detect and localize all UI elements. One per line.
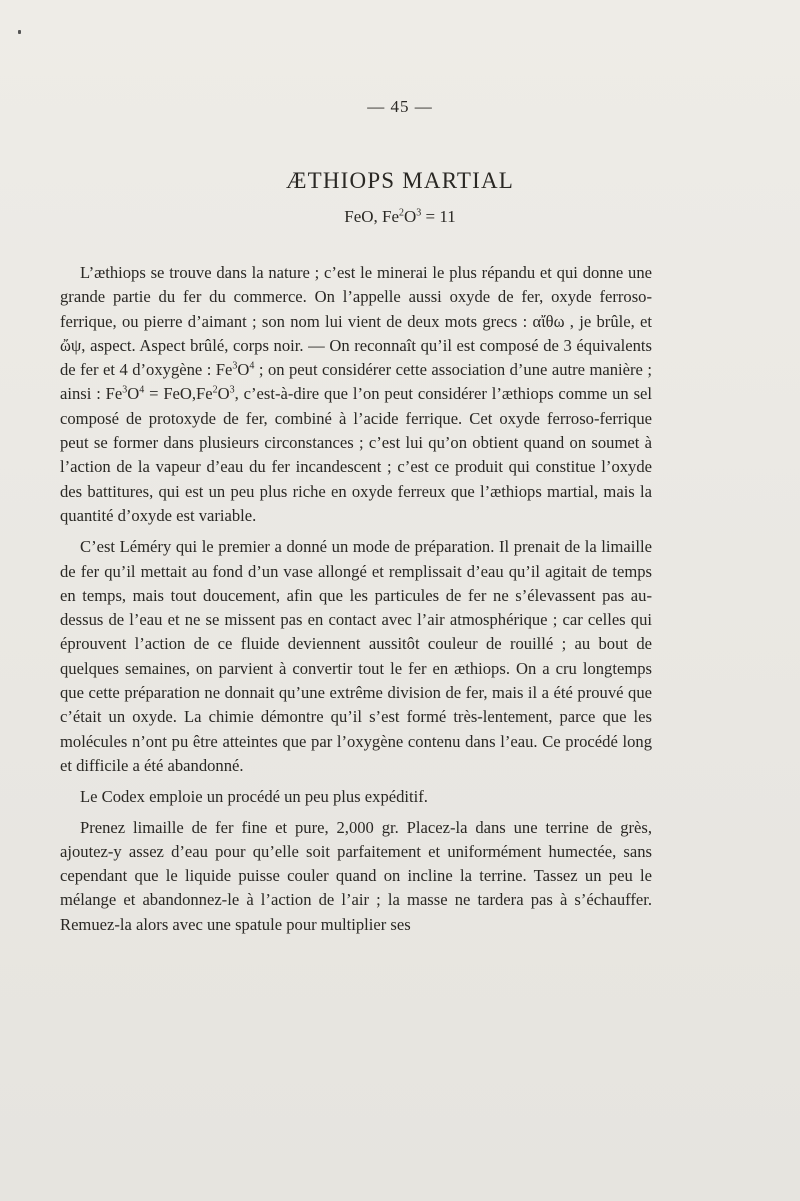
text-run: = FeO,Fe [144,384,213,404]
chemical-formula [0,207,800,227]
formula-part: = 11 [421,207,456,226]
paragraph-3: Le Codex emploie un procédé un peu plus expéditif. [80,787,428,807]
paragraph-2: C’est Léméry qui le premier a donné un mode de préparation. Il prenait de la limaille de fer qu’il mettait au fond d’un vase allongé et remplissait d’eau qu’il agitait de temps en temps, mais tout doucement, afin que les particules de fer ne s’élevassent pas au-dessus de l’eau et ne se missent pas en contact avec l’air atmosphérique ; car celles qui éprouvent l’action de ce fluide deviennent aussitôt couleur de rouillé ; au bout de quelques semaines, on parvient à convertir tout le fer en æthiops. On a cru longtemps que cette préparation ne donnait qu’une extrême division de fer, mais il a été prouvé que c’était un oxyde. La chimie démontre qu’il s’est formé très-lentement, parce que les molécules n’ont pu être atteintes que par l’oxygène contenu dans l’eau. Ce procédé long et difficile a été abandonné. [60,537,652,775]
formula-subscript: 4 [249,360,255,372]
text-run: ; on peut considérer cette association d’une autre manière ; ainsi : Fe [60,360,652,404]
paragraph-4: Prenez limaille de fer fine et pure, 2,000 gr. Placez-la dans une terrine de grès, ajoutez-y assez d’eau pour qu’elle soit parfaitement et uniformément humectée, sans cependant que le liquide puisse couler quand on incline la terrine. Tassez un peu le mélange et abandonnez-le à l’action de l’air ; la masse ne tardera pas à s’échauffer. Remuez-la alors avec une spatule pour multiplier ses [60,817,652,934]
text-run: O [127,384,140,404]
text-run: L’æthiops se trouve dans la nature ; c’est le minerai le plus répandu et qui donne une grande partie du fer du commerce. On l’appelle aussi oxyde de fer, oxyde ferroso-ferrique, ou pierre d’aimant ; son nom lui vient de deux mots grecs : αἴθω , je brûle, et ὤψ, aspect. Aspect brûlé, corps noir. — On reconnaît qu’il est composé de 3 équivalents de fer et 4 d’oxygène : Fe [60,263,652,380]
paragraph-1 [60,261,652,528]
formula-subscript: 3 [416,207,422,219]
formula-subscript: 2 [399,207,405,219]
formula-subscript: 4 [139,384,145,396]
ink-mark [18,30,21,34]
formula-subscript: 3 [229,384,235,396]
formula-part: FeO, Fe [344,207,400,226]
formula-subscript: 3 [122,384,128,396]
body-text [60,261,652,944]
formula-part: O [404,207,417,226]
section-title: ÆTHIOPS MARTIAL [285,168,515,193]
text-run: , c’est-à-dire que l’on peut considérer l’æthiops comme un sel composé de protoxyde de fer, combiné à l’acide ferrique. Cet oxyde ferroso-ferrique peut se former dans plusieurs circonstances ; c’est lui qu’on obtient quand on soumet à l’action de la vapeur d’eau du fer incandescent ; c’est ce produit qui constitue l’oxyde des battitures, qui est un peu plus riche en oxyde ferreux que l’æthiops martial, mais la quantité d’oxyde est variable. [60,384,653,525]
page-number: — 45 — [367,97,433,116]
formula-subscript: 3 [232,360,238,372]
text-run: O [237,360,250,380]
text-run: O [217,384,230,404]
formula-subscript: 2 [212,384,218,396]
